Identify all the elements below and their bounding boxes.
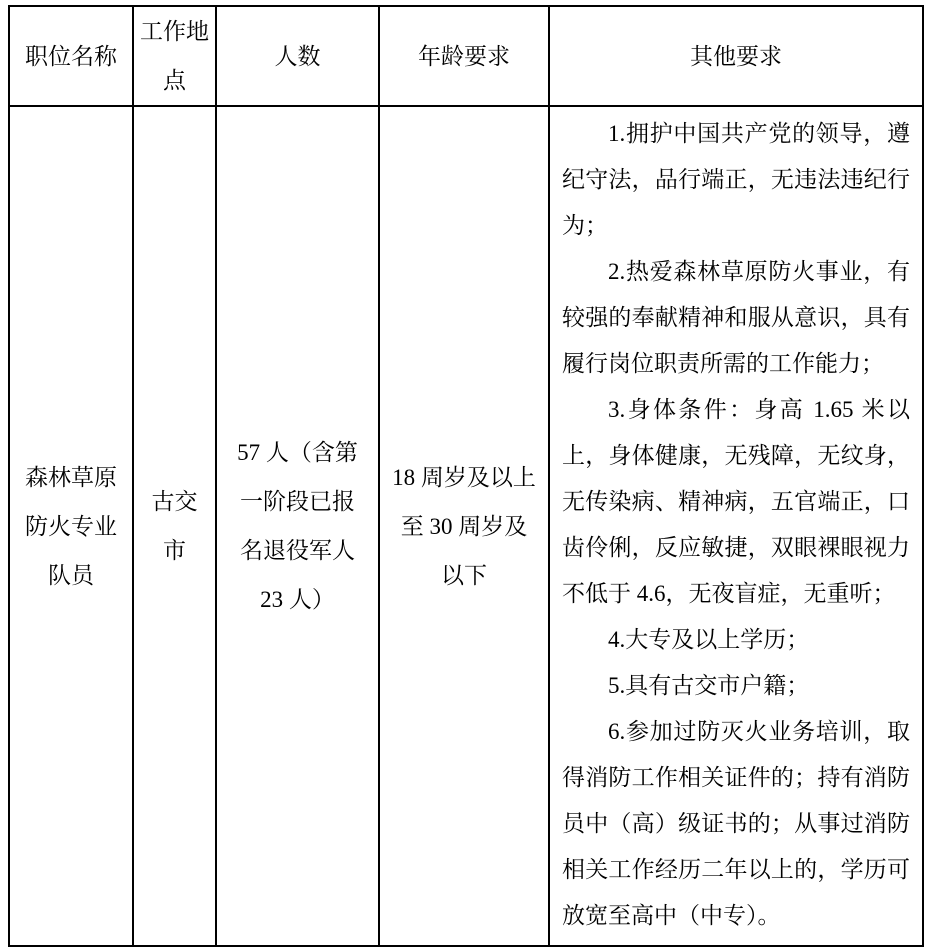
cell-headcount: 57 人（含第一阶段已报名退役军人 23 人） <box>216 106 379 946</box>
requirement-item-2: 2.热爱森林草原防火事业，有较强的奉献精神和服从意识，具有履行岗位职责所需的工作能力； <box>562 259 910 376</box>
requirement-item-5: 5.具有古交市户籍； <box>608 673 810 698</box>
requirement-item-1: 1.拥护中国共产党的领导，遵纪守法，品行端正，无违法违纪行为； <box>562 121 910 238</box>
cell-other-requirements <box>549 106 923 946</box>
recruitment-table <box>8 5 924 947</box>
cell-work-location: 古交市 <box>133 106 216 946</box>
cell-position-name: 森林草原防火专业队员 <box>9 106 133 946</box>
cell-age-requirement: 18 周岁及以上至 30 周岁及以下 <box>379 106 549 946</box>
table-header-row <box>9 6 923 106</box>
requirement-item-4: 4.大专及以上学历； <box>608 627 810 652</box>
header-other-requirements: 其他要求 <box>549 6 923 106</box>
header-headcount: 人数 <box>216 6 379 106</box>
table-row <box>9 106 923 946</box>
requirement-item-6: 6.参加过防灭火业务培训，取得消防工作相关证件的；持有消防员中（高）级证书的；从事过消防相关工作经历二年以上的，学历可放宽至高中（中专）。 <box>562 719 910 928</box>
header-age-requirement: 年龄要求 <box>379 6 549 106</box>
header-work-location: 工作地点 <box>133 6 216 106</box>
requirement-item-3: 3.身体条件：身高 1.65 米以上，身体健康，无残障，无纹身，无传染病、精神病，五官端正，口齿伶俐，反应敏捷，双眼裸眼视力不低于 4.6，无夜盲症，无重听； <box>562 397 910 606</box>
header-position-name: 职位名称 <box>9 6 133 106</box>
